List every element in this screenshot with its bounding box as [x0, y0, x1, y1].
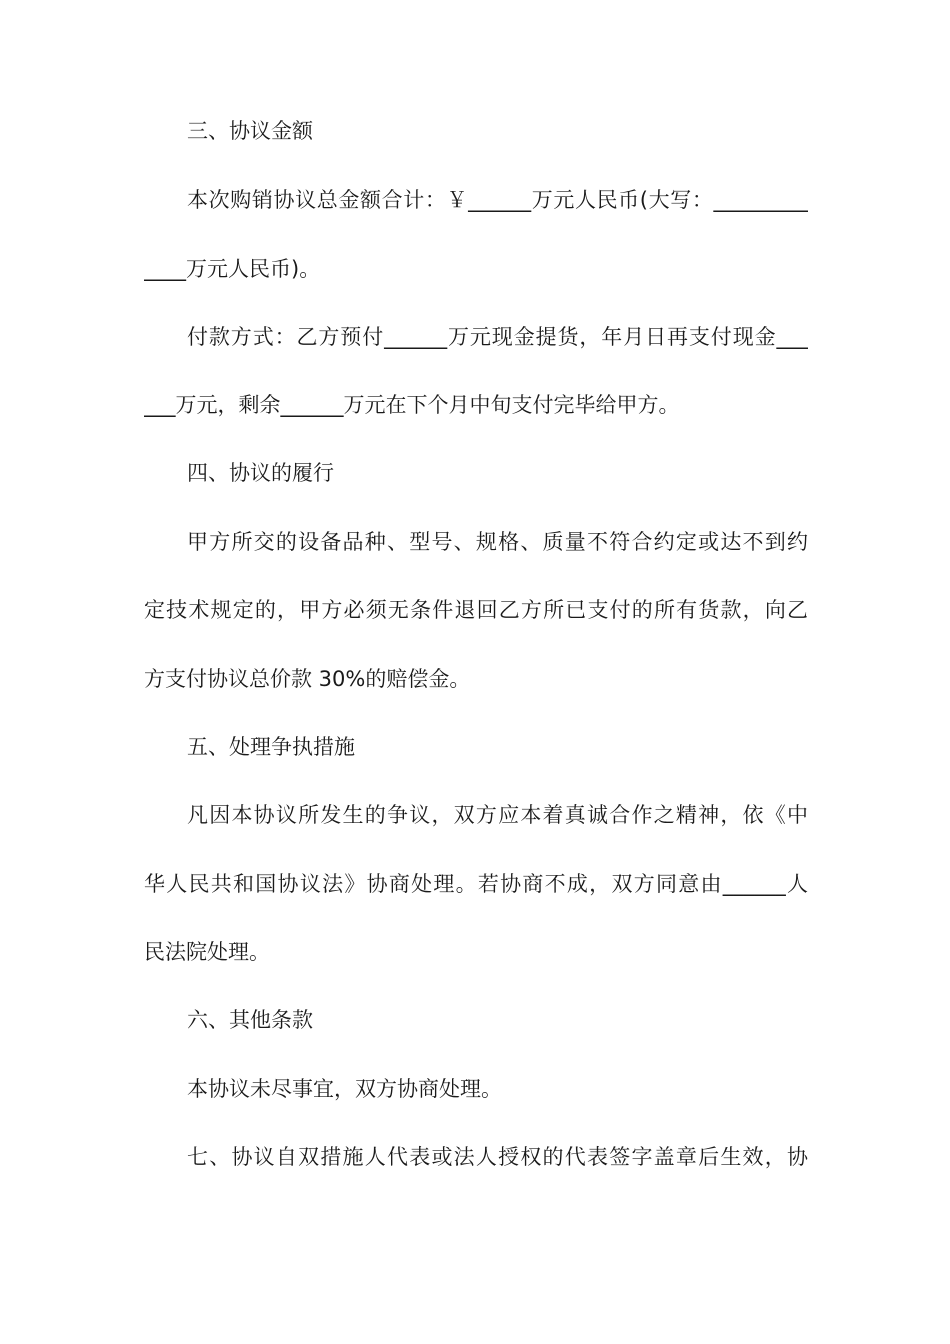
section-heading-other-terms: 六、其他条款: [187, 1008, 313, 1032]
section-heading-dispute: 五、处理争执措施: [187, 735, 355, 759]
paragraph-line: 本协议未尽事宜，双方协商处理。: [187, 1077, 502, 1101]
paragraph-line: 甲方所交的设备品种、型号、规格、质量不符合约定或达不到约: [187, 530, 808, 554]
paragraph-line: 方支付协议总价款 30%的赔偿金。: [144, 667, 471, 691]
paragraph-line: 民法院处理。: [144, 940, 270, 964]
section-heading-amount: 三、协议金额: [187, 119, 313, 143]
paragraph-line: ____万元人民币)。: [144, 257, 321, 281]
section-heading-performance: 四、协议的履行: [187, 461, 334, 485]
paragraph-line: 定技术规定的，甲方必须无条件退回乙方所已支付的所有货款，向乙: [144, 598, 808, 622]
paragraph-line: 凡因本协议所发生的争议，双方应本着真诚合作之精神，依《中: [187, 803, 808, 827]
paragraph-line: 七、协议自双措施人代表或法人授权的代表签字盖章后生效，协: [187, 1145, 808, 1169]
paragraph-line: 本次购销协议总金额合计：￥______万元人民币(大写：_________: [187, 188, 808, 212]
paragraph-line: 华人民共和国协议法》协商处理。若协商不成，双方同意由______人: [144, 872, 808, 896]
paragraph-line: 付款方式：乙方预付______万元现金提货，年月日再支付现金___: [187, 325, 808, 349]
paragraph-line: ___万元，剩余______万元在下个月中旬支付完毕给甲方。: [144, 393, 680, 417]
